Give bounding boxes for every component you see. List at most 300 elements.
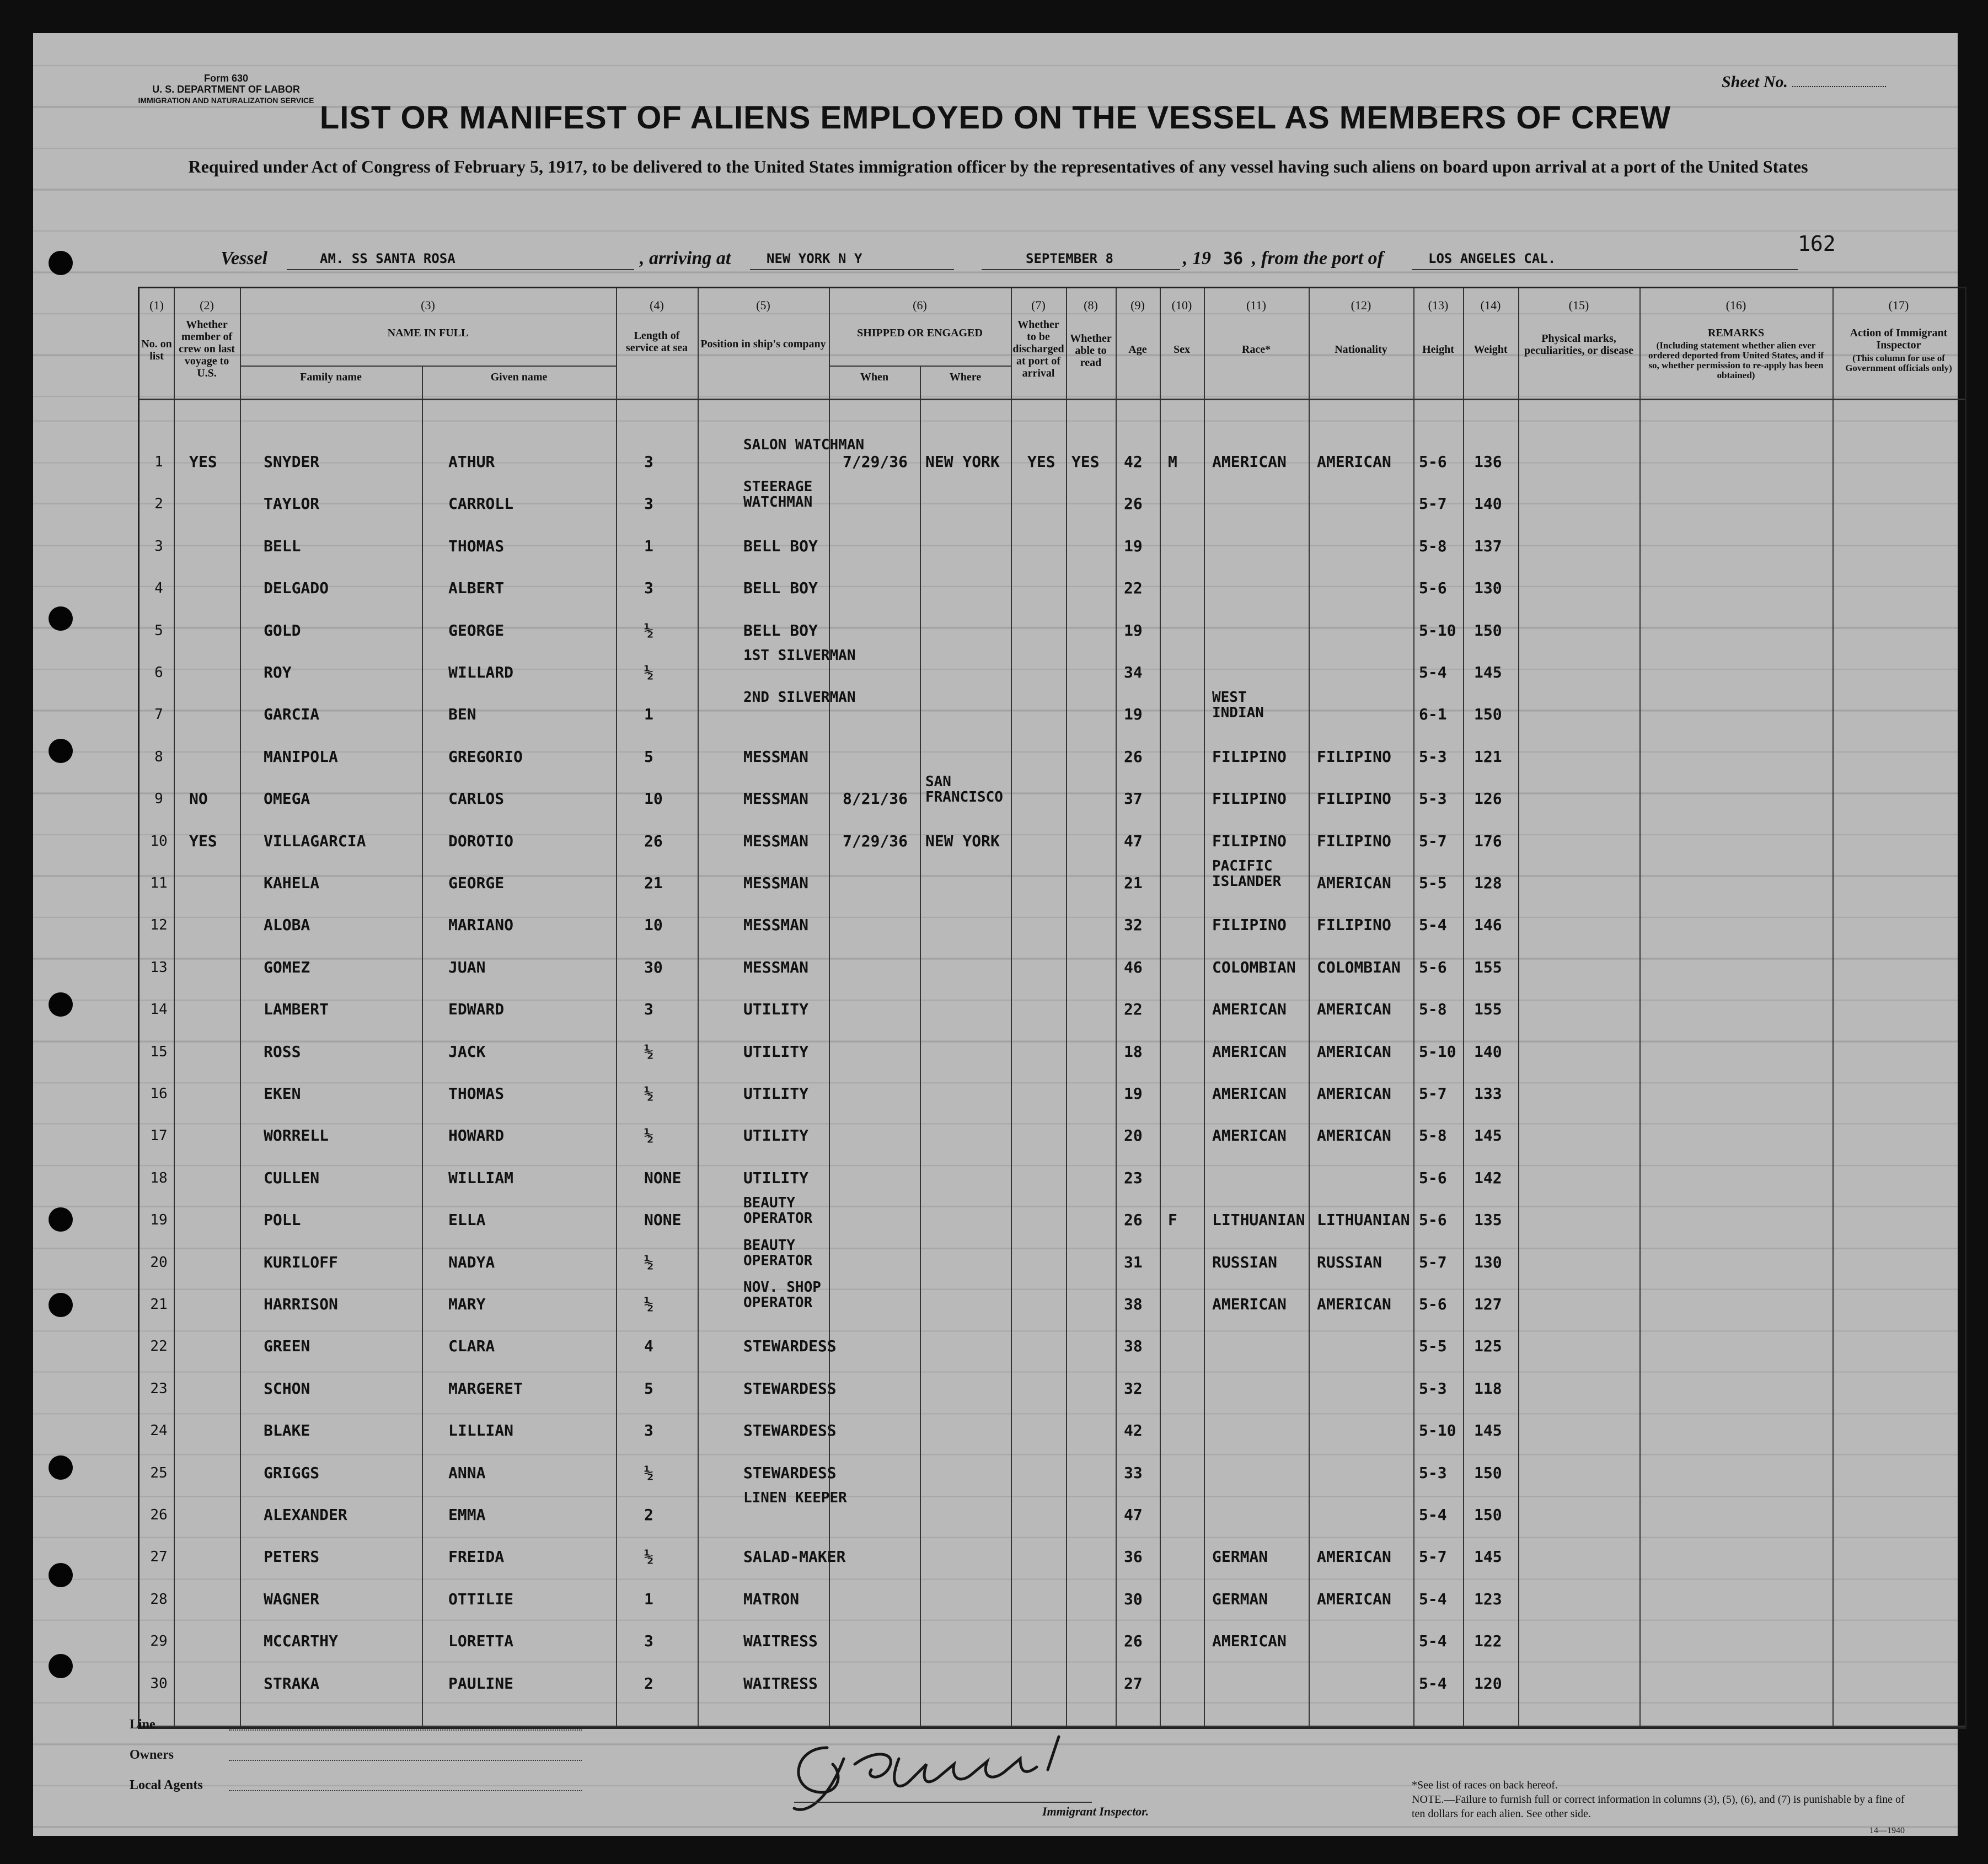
race-cell: WEST INDIAN bbox=[1212, 689, 1264, 722]
age-cell: 26 bbox=[1124, 1211, 1143, 1229]
race-cell: LITHUANIAN bbox=[1212, 1211, 1305, 1229]
nationality-cell: AMERICAN bbox=[1317, 1000, 1391, 1019]
family-name-cell: KAHELA bbox=[264, 874, 320, 892]
nationality-cell: AMERICAN bbox=[1317, 1548, 1391, 1566]
position-cell: BELL BOY bbox=[743, 536, 818, 555]
height-cell: 5-5 bbox=[1419, 874, 1447, 892]
service-length-cell: ½ bbox=[644, 1084, 653, 1103]
row-number: 29 bbox=[150, 1633, 168, 1650]
header-physical-marks: Physical marks, peculiarities, or disease bbox=[1524, 332, 1633, 357]
form-service: IMMIGRATION AND NATURALIZATION SERVICE bbox=[138, 96, 314, 105]
page-subtitle: Required under Act of Congress of February 5, 1917, to be delivered to the United States immigration officer by the representatives of any vessel having such aliens on board upon arrival at a port of the United States bbox=[188, 157, 1808, 176]
header-remarks: REMARKS bbox=[1707, 327, 1765, 339]
punch-hole bbox=[49, 992, 73, 1017]
crew-manifest-table bbox=[138, 287, 1966, 1729]
age-cell: 31 bbox=[1124, 1253, 1143, 1271]
weight-cell: 150 bbox=[1474, 1463, 1502, 1482]
height-cell: 5-10 bbox=[1419, 621, 1456, 640]
row-number: 16 bbox=[150, 1086, 168, 1102]
given-name-cell: CLARA bbox=[448, 1337, 495, 1356]
height-cell: 5-3 bbox=[1419, 789, 1447, 808]
family-name-cell: LAMBERT bbox=[264, 1000, 329, 1019]
row-number: 7 bbox=[154, 706, 163, 723]
weight-cell: 155 bbox=[1474, 1000, 1502, 1019]
discharged-cell: YES bbox=[1027, 453, 1055, 471]
signature-line bbox=[794, 1802, 1092, 1803]
age-cell: 26 bbox=[1124, 747, 1143, 766]
height-cell: 5-4 bbox=[1419, 1506, 1447, 1524]
row-number: 21 bbox=[150, 1296, 168, 1313]
from-port: LOS ANGELES CAL. bbox=[1428, 251, 1556, 266]
position-cell: MESSMAN bbox=[743, 831, 809, 850]
height-cell: 5-10 bbox=[1419, 1042, 1456, 1061]
header-inspector-action: Action of Immigrant Inspector bbox=[1850, 327, 1948, 351]
service-length-cell: ½ bbox=[644, 621, 653, 640]
column-divider bbox=[422, 366, 423, 1727]
given-name-cell: LORETTA bbox=[448, 1632, 514, 1651]
height-cell: 5-4 bbox=[1419, 1632, 1447, 1651]
height-cell: 5-7 bbox=[1419, 831, 1447, 850]
weight-cell: 150 bbox=[1474, 1506, 1502, 1524]
header-where: Where bbox=[949, 371, 982, 383]
age-cell: 32 bbox=[1124, 1379, 1143, 1398]
weight-cell: 118 bbox=[1474, 1379, 1502, 1398]
column-divider bbox=[1639, 288, 1641, 1727]
prev-voyage-cell: YES bbox=[189, 453, 217, 471]
form-number: Form 630 bbox=[203, 73, 249, 84]
race-cell: FILIPINO bbox=[1212, 916, 1287, 934]
weight-cell: 120 bbox=[1474, 1674, 1502, 1693]
height-cell: 5-5 bbox=[1419, 1337, 1447, 1356]
age-cell: 19 bbox=[1124, 536, 1143, 555]
height-cell: 5-7 bbox=[1419, 1548, 1447, 1566]
position-cell: BEAUTY OPERATOR bbox=[743, 1237, 813, 1269]
family-name-cell: BELL bbox=[264, 536, 301, 555]
note-penalty: NOTE.—Failure to furnish full or correct information in columns (3), (5), (6), and (7) is punishable by a fine of ten dollars for each alien. See other side. bbox=[1412, 1793, 1905, 1820]
row-number: 30 bbox=[150, 1675, 168, 1692]
given-name-cell: ANNA bbox=[448, 1463, 486, 1482]
given-name-cell: GEORGE bbox=[448, 874, 505, 892]
service-length-cell: 1 bbox=[644, 536, 653, 555]
height-cell: 5-4 bbox=[1419, 1589, 1447, 1608]
service-length-cell: NONE bbox=[644, 1168, 682, 1187]
col-16-number: (16) bbox=[1726, 298, 1746, 312]
family-name-cell: GOMEZ bbox=[264, 958, 310, 976]
age-cell: 47 bbox=[1124, 1506, 1143, 1524]
shipped-when-cell: 8/21/36 bbox=[843, 789, 908, 808]
position-cell: UTILITY bbox=[743, 1168, 809, 1187]
position-cell: MESSMAN bbox=[743, 747, 809, 766]
height-cell: 5-6 bbox=[1419, 1211, 1447, 1229]
col-17-number: (17) bbox=[1888, 298, 1909, 312]
weight-cell: 130 bbox=[1474, 1253, 1502, 1271]
footer-line-label: Line bbox=[130, 1717, 156, 1732]
header-height: Height bbox=[1422, 343, 1454, 356]
nationality-cell: LITHUANIAN bbox=[1317, 1211, 1410, 1229]
age-cell: 42 bbox=[1124, 453, 1143, 471]
family-name-cell: GOLD bbox=[264, 621, 301, 640]
height-cell: 5-3 bbox=[1419, 1379, 1447, 1398]
row-number: 20 bbox=[150, 1254, 168, 1271]
service-length-cell: 3 bbox=[644, 495, 653, 513]
age-cell: 30 bbox=[1124, 1589, 1143, 1608]
row-number: 22 bbox=[150, 1338, 168, 1355]
family-name-cell: GREEN bbox=[264, 1337, 310, 1356]
family-name-cell: EKEN bbox=[264, 1084, 301, 1103]
weight-cell: 125 bbox=[1474, 1337, 1502, 1356]
service-length-cell: 3 bbox=[644, 453, 653, 471]
service-length-cell: 3 bbox=[644, 1000, 653, 1019]
family-name-cell: KURILOFF bbox=[264, 1253, 338, 1271]
row-number: 27 bbox=[150, 1549, 168, 1566]
family-name-cell: GARCIA bbox=[264, 705, 320, 724]
nationality-cell: AMERICAN bbox=[1317, 1295, 1391, 1313]
col-9-number: (9) bbox=[1130, 298, 1145, 312]
row-number: 3 bbox=[154, 538, 163, 555]
family-name-cell: STRAKA bbox=[264, 1674, 320, 1693]
race-cell: FILIPINO bbox=[1212, 747, 1287, 766]
service-length-cell: 5 bbox=[644, 1379, 653, 1398]
family-name-cell: HARRISON bbox=[264, 1295, 338, 1313]
service-length-cell: ½ bbox=[644, 1042, 653, 1061]
arriving-port: NEW YORK N Y bbox=[767, 251, 862, 266]
family-name-cell: MANIPOLA bbox=[264, 747, 338, 766]
weight-cell: 121 bbox=[1474, 747, 1502, 766]
header-no-on-list: No. on list bbox=[141, 338, 172, 362]
col-3-number: (3) bbox=[421, 298, 435, 312]
row-number: 28 bbox=[150, 1591, 168, 1608]
position-cell: 2ND SILVERMAN bbox=[743, 689, 856, 706]
given-name-cell: THOMAS bbox=[448, 536, 505, 555]
vessel-label: Vessel bbox=[221, 248, 267, 268]
age-cell: 32 bbox=[1124, 916, 1143, 934]
nationality-cell: FILIPINO bbox=[1317, 831, 1391, 850]
weight-cell: 130 bbox=[1474, 579, 1502, 598]
nationality-cell: AMERICAN bbox=[1317, 453, 1391, 471]
given-name-cell: GREGORIO bbox=[448, 747, 523, 766]
header-nationality: Nationality bbox=[1335, 343, 1387, 356]
height-cell: 5-4 bbox=[1419, 1674, 1447, 1693]
height-cell: 5-3 bbox=[1419, 1463, 1447, 1482]
age-cell: 27 bbox=[1124, 1674, 1143, 1693]
punch-hole bbox=[49, 606, 73, 631]
position-cell: MESSMAN bbox=[743, 916, 809, 934]
service-length-cell: 1 bbox=[644, 705, 653, 724]
nationality-cell: AMERICAN bbox=[1317, 1126, 1391, 1145]
row-number: 1 bbox=[154, 454, 163, 470]
position-cell: STEWARDESS bbox=[743, 1421, 837, 1440]
height-cell: 5-7 bbox=[1419, 1253, 1447, 1271]
service-length-cell: 4 bbox=[644, 1337, 653, 1356]
weight-cell: 137 bbox=[1474, 536, 1502, 555]
weight-cell: 142 bbox=[1474, 1168, 1502, 1187]
column-divider bbox=[1413, 288, 1414, 1727]
from-port-label: , from the port of bbox=[1252, 248, 1384, 268]
arriving-label: , arriving at bbox=[640, 248, 731, 268]
row-number: 18 bbox=[150, 1169, 168, 1186]
family-name-cell: ROSS bbox=[264, 1042, 301, 1061]
position-cell: WAITRESS bbox=[743, 1674, 818, 1693]
header-family-name: Family name bbox=[300, 371, 362, 383]
punch-hole bbox=[49, 1455, 73, 1480]
age-cell: 47 bbox=[1124, 831, 1143, 850]
service-length-cell: 1 bbox=[644, 1589, 653, 1608]
header-able-to-read: Whether able to read bbox=[1070, 332, 1112, 369]
row-number: 17 bbox=[150, 1127, 168, 1145]
weight-cell: 145 bbox=[1474, 1548, 1502, 1566]
inspector-caption: Immigrant Inspector. bbox=[1042, 1804, 1149, 1818]
service-length-cell: 10 bbox=[644, 916, 663, 934]
family-name-cell: WORRELL bbox=[264, 1126, 329, 1145]
family-name-cell: WAGNER bbox=[264, 1589, 320, 1608]
age-cell: 23 bbox=[1124, 1168, 1143, 1187]
shipped-where-cell: NEW YORK bbox=[925, 453, 1000, 471]
sheet-number-field bbox=[1722, 73, 1886, 92]
age-cell: 26 bbox=[1124, 495, 1143, 513]
position-cell: SALON WATCHMAN bbox=[743, 437, 865, 453]
position-cell: STEWARDESS bbox=[743, 1379, 837, 1398]
race-cell: AMERICAN bbox=[1212, 1632, 1287, 1651]
shipped-when-cell: 7/29/36 bbox=[843, 453, 908, 471]
family-name-cell: OMEGA bbox=[264, 789, 310, 808]
column-divider bbox=[1518, 288, 1519, 1727]
col-4-number: (4) bbox=[650, 298, 664, 312]
family-name-cell: POLL bbox=[264, 1211, 301, 1229]
given-name-cell: EMMA bbox=[448, 1506, 486, 1524]
service-length-cell: 5 bbox=[644, 747, 653, 766]
weight-cell: 150 bbox=[1474, 705, 1502, 724]
age-cell: 33 bbox=[1124, 1463, 1143, 1482]
age-cell: 19 bbox=[1124, 621, 1143, 640]
race-cell: AMERICAN bbox=[1212, 1126, 1287, 1145]
weight-cell: 140 bbox=[1474, 495, 1502, 513]
height-cell: 5-6 bbox=[1419, 958, 1447, 976]
race-cell: GERMAN bbox=[1212, 1548, 1268, 1566]
page-number: 162 bbox=[1798, 232, 1836, 256]
weight-cell: 176 bbox=[1474, 831, 1502, 850]
race-cell: RUSSIAN bbox=[1212, 1253, 1278, 1271]
footer-line bbox=[130, 1717, 156, 1732]
arrival-date: SEPTEMBER 8 bbox=[1026, 251, 1113, 266]
given-name-cell: JACK bbox=[448, 1042, 486, 1061]
age-cell: 20 bbox=[1124, 1126, 1143, 1145]
family-name-cell: ALEXANDER bbox=[264, 1506, 347, 1524]
punch-hole bbox=[49, 1207, 73, 1232]
family-name-cell: ALOBA bbox=[264, 916, 310, 934]
weight-cell: 123 bbox=[1474, 1589, 1502, 1608]
family-name-cell: BLAKE bbox=[264, 1421, 310, 1440]
from-port-underline bbox=[1412, 269, 1798, 270]
position-cell: MATRON bbox=[743, 1589, 800, 1608]
height-cell: 5-7 bbox=[1419, 1084, 1447, 1103]
year-prefix: , 19 bbox=[1183, 248, 1211, 268]
height-cell: 5-4 bbox=[1419, 916, 1447, 934]
header-position: Position in ship's company bbox=[700, 338, 826, 350]
given-name-cell: ELLA bbox=[448, 1211, 486, 1229]
col-5-number: (5) bbox=[756, 298, 770, 312]
nationality-cell: AMERICAN bbox=[1317, 874, 1391, 892]
service-length-cell: 30 bbox=[644, 958, 663, 976]
header-weight: Weight bbox=[1473, 343, 1508, 356]
race-cell: AMERICAN bbox=[1212, 1295, 1287, 1313]
prev-voyage-cell: YES bbox=[189, 831, 217, 850]
arrival-year: 36 bbox=[1223, 249, 1244, 268]
shipped-where-cell: SAN FRANCISCO bbox=[925, 773, 1003, 806]
col-11-number: (11) bbox=[1246, 298, 1266, 312]
column-divider bbox=[1011, 288, 1012, 1727]
given-name-cell: MARY bbox=[448, 1295, 486, 1313]
race-cell: COLOMBIAN bbox=[1212, 958, 1296, 976]
weight-cell: 135 bbox=[1474, 1211, 1502, 1229]
weight-cell: 136 bbox=[1474, 453, 1502, 471]
service-length-cell: ½ bbox=[644, 663, 653, 681]
given-name-cell: MARGERET bbox=[448, 1379, 523, 1398]
position-cell: UTILITY bbox=[743, 1084, 809, 1103]
height-cell: 5-8 bbox=[1419, 1126, 1447, 1145]
row-number: 4 bbox=[154, 580, 163, 597]
service-length-cell: 2 bbox=[644, 1674, 653, 1693]
header-given-name: Given name bbox=[490, 371, 548, 383]
height-cell: 5-10 bbox=[1419, 1421, 1456, 1440]
race-cell: AMERICAN bbox=[1212, 1042, 1287, 1061]
col-6-number: (6) bbox=[913, 298, 927, 312]
punch-hole bbox=[49, 739, 73, 763]
col-15-number: (15) bbox=[1568, 298, 1589, 312]
given-name-cell: NADYA bbox=[448, 1253, 495, 1271]
column-divider bbox=[616, 288, 617, 1727]
date-underline bbox=[982, 269, 1180, 270]
inspector-signature bbox=[761, 1726, 1092, 1814]
height-cell: 5-8 bbox=[1419, 536, 1447, 555]
weight-cell: 145 bbox=[1474, 1421, 1502, 1440]
height-cell: 5-4 bbox=[1419, 663, 1447, 681]
header-sex: Sex bbox=[1173, 343, 1190, 356]
manifest-sheet bbox=[33, 33, 1958, 1836]
nationality-cell: FILIPINO bbox=[1317, 747, 1391, 766]
position-cell: MESSMAN bbox=[743, 958, 809, 976]
given-name-cell: PAULINE bbox=[448, 1674, 514, 1693]
race-cell: PACIFIC ISLANDER bbox=[1212, 858, 1282, 890]
given-name-cell: BEN bbox=[448, 705, 476, 724]
col-2-number: (2) bbox=[200, 298, 214, 312]
punch-hole bbox=[49, 1563, 73, 1587]
given-name-cell: JUAN bbox=[448, 958, 486, 976]
form-department: U. S. DEPARTMENT OF LABOR bbox=[152, 84, 300, 95]
page-title: LIST OR MANIFEST OF ALIENS EMPLOYED ON THE VESSEL AS MEMBERS OF CREW bbox=[319, 100, 1671, 136]
weight-cell: 140 bbox=[1474, 1042, 1502, 1061]
race-cell: GERMAN bbox=[1212, 1589, 1268, 1608]
family-name-cell: TAYLOR bbox=[264, 495, 320, 513]
position-cell: UTILITY bbox=[743, 1042, 809, 1061]
age-cell: 38 bbox=[1124, 1337, 1143, 1356]
weight-cell: 128 bbox=[1474, 874, 1502, 892]
age-cell: 22 bbox=[1124, 1000, 1143, 1019]
position-cell: UTILITY bbox=[743, 1000, 809, 1019]
service-length-cell: 10 bbox=[644, 789, 663, 808]
row-number: 15 bbox=[150, 1043, 168, 1060]
family-name-cell: PETERS bbox=[264, 1548, 320, 1566]
position-cell: BELL BOY bbox=[743, 621, 818, 640]
row-number: 11 bbox=[150, 875, 168, 891]
nationality-cell: AMERICAN bbox=[1317, 1084, 1391, 1103]
row-number: 10 bbox=[150, 832, 168, 850]
header-prev-voyage: Whether member of crew on last voyage to U.S. bbox=[179, 319, 235, 379]
age-cell: 37 bbox=[1124, 789, 1143, 808]
weight-cell: 146 bbox=[1474, 916, 1502, 934]
header-when: When bbox=[860, 371, 889, 383]
service-length-cell: ½ bbox=[644, 1295, 653, 1313]
height-cell: 5-8 bbox=[1419, 1000, 1447, 1019]
footer-owners-blank bbox=[229, 1760, 582, 1761]
age-cell: 42 bbox=[1124, 1421, 1143, 1440]
nationality-cell: AMERICAN bbox=[1317, 1042, 1391, 1061]
position-cell: BELL BOY bbox=[743, 579, 818, 598]
service-length-cell: 21 bbox=[644, 874, 663, 892]
height-cell: 5-7 bbox=[1419, 495, 1447, 513]
header-discharged: Whether to be discharged at port of arrival bbox=[1012, 319, 1064, 379]
nationality-cell: AMERICAN bbox=[1317, 1589, 1391, 1608]
weight-cell: 133 bbox=[1474, 1084, 1502, 1103]
race-cell: FILIPINO bbox=[1212, 789, 1287, 808]
height-cell: 6-1 bbox=[1419, 705, 1447, 724]
given-name-cell: EDWARD bbox=[448, 1000, 505, 1019]
column-divider bbox=[240, 288, 241, 1727]
given-name-cell: ATHUR bbox=[448, 453, 495, 471]
header-length-service: Length of service at sea bbox=[625, 330, 688, 354]
family-name-cell: SNYDER bbox=[264, 453, 320, 471]
sex-cell: M bbox=[1168, 453, 1177, 471]
header-shipped-engaged: SHIPPED OR ENGAGED bbox=[857, 327, 983, 339]
row-number: 2 bbox=[154, 496, 163, 513]
age-cell: 46 bbox=[1124, 958, 1143, 976]
row-number: 9 bbox=[154, 791, 163, 808]
row-number: 26 bbox=[150, 1507, 168, 1523]
position-cell: WAITRESS bbox=[743, 1632, 818, 1651]
header-name-in-full: NAME IN FULL bbox=[387, 327, 469, 339]
col-10-number: (10) bbox=[1171, 298, 1192, 312]
family-name-cell: ROY bbox=[264, 663, 292, 681]
age-cell: 21 bbox=[1124, 874, 1143, 892]
race-cell: AMERICAN bbox=[1212, 453, 1287, 471]
column-divider bbox=[1116, 288, 1117, 1727]
sheet-number-blank bbox=[1792, 86, 1886, 87]
given-name-cell: FREIDA bbox=[448, 1548, 505, 1566]
row-number: 13 bbox=[150, 959, 168, 976]
footer-agents bbox=[130, 1778, 203, 1793]
service-length-cell: 3 bbox=[644, 1632, 653, 1651]
age-cell: 34 bbox=[1124, 663, 1143, 681]
punch-hole bbox=[49, 251, 73, 275]
column-divider bbox=[1309, 288, 1310, 1727]
form-code: 14—1940 bbox=[1869, 1826, 1905, 1835]
footer-notes bbox=[1412, 1778, 1908, 1821]
col-8-number: (8) bbox=[1084, 298, 1098, 312]
header-remarks-note: (Including statement whether alien ever ordered deported from United States, and if so, whether permission to re-apply has been obtained) bbox=[1648, 340, 1824, 380]
position-cell: BEAUTY OPERATOR bbox=[743, 1195, 813, 1227]
column-divider bbox=[1160, 288, 1161, 1727]
vessel-underline bbox=[287, 269, 634, 270]
given-name-cell: CARLOS bbox=[448, 789, 505, 808]
header-inspector-note: (This column for use of Government officials only) bbox=[1845, 353, 1952, 373]
family-name-cell: CULLEN bbox=[264, 1168, 320, 1187]
position-cell: MESSMAN bbox=[743, 789, 809, 808]
position-cell: LINEN KEEPER bbox=[743, 1490, 847, 1506]
height-cell: 5-6 bbox=[1419, 1168, 1447, 1187]
row-number: 14 bbox=[150, 1001, 168, 1018]
family-name-cell: SCHON bbox=[264, 1379, 310, 1398]
header-age: Age bbox=[1128, 343, 1147, 356]
given-name-cell: DOROTIO bbox=[448, 831, 514, 850]
